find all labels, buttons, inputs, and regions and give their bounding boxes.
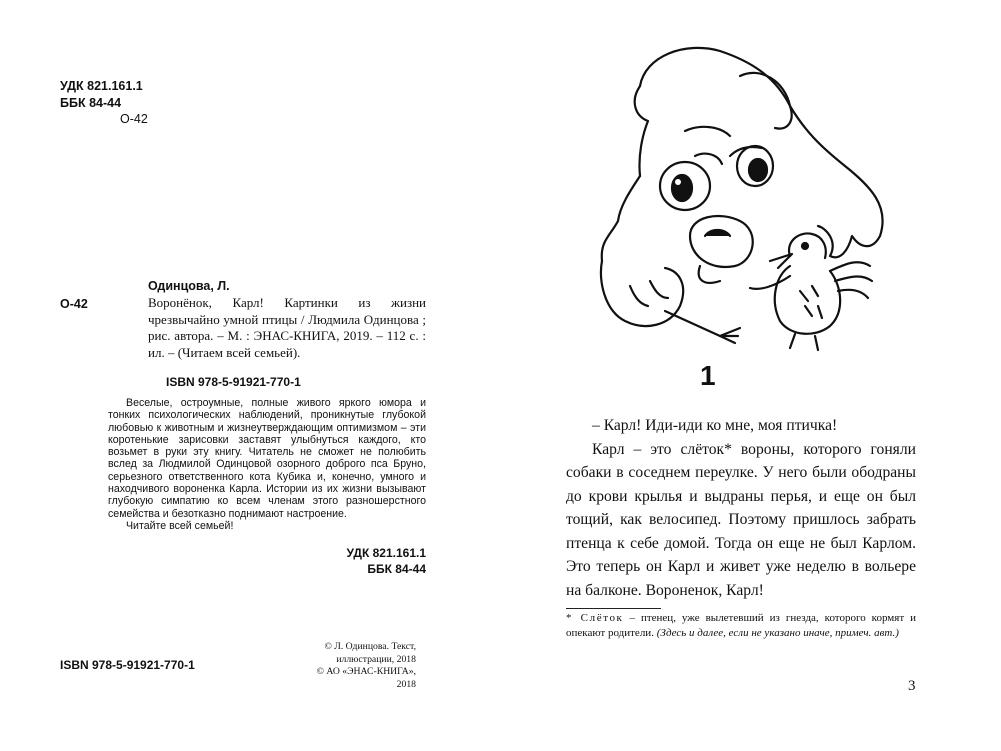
annotation	[108, 397, 426, 532]
annotation-text: Веселые, остроумные, полные живого яркого юмора и тонких психологических наблюдений, проникнутые глубокой любовью к животным и жизнеутверждающим оптимизмом – эти коротенькие зарисовки заставят улыбнуться каждого, кто возьмет в руки эту книгу. Читатель не сможет не полюбить вслед за Людмилой Одинцовой озорного доброго пса Бруно, серьезного ответственного кота Кубика и, конечно, умного и находчивого вороненка Карла. Истории из их жизни вызывают глубокую симпатию ко всем членам этого разношерстного семейства и безотказно поднимают настроение.	[108, 397, 426, 520]
copyright-block	[306, 641, 416, 691]
footnote-rule	[566, 608, 661, 609]
footnote	[566, 611, 916, 640]
copyright-line-2: иллюстрации, 2018	[336, 653, 416, 665]
paragraph-2: Карл – это слёток* вороны, которого гоняли собаки в соседнем переулке. У него были ободраны до крови крылья и выдраны перья, и еще он был тощий, как велосипед. Поэтому пришлось забрать птенца к себе домой. Тогда он еще не был Карлом. Это теперь он Карл и живет уже неделю в вольере на балконе. Вороненок, Карл!	[566, 440, 916, 599]
footnote-text: – птенец, уже вылетевший из гнезда, которого кормят и опекают родители.	[566, 612, 916, 639]
paragraph-1: – Карл! Иди-иди ко мне, моя птичка!	[592, 417, 838, 434]
copyright-line-1: © Л. Одинцова. Текст,	[324, 641, 416, 652]
dog-and-crow-illustration	[590, 36, 890, 366]
isbn-bottom: ISBN 978-5-91921-770-1	[60, 658, 195, 672]
author-name: Одинцова, Л.	[148, 279, 230, 293]
bbk-code: ББК 84-44	[60, 96, 122, 110]
author-mark-2: О-42	[60, 297, 88, 311]
page-number: 3	[908, 678, 916, 694]
udk-bbk-bottom	[300, 545, 426, 577]
bibliographic-description: Воронёнок, Карл! Картинки из жизни чрезвычайно умной птицы / Людмила Одинцова ; рис. автора. – М. : ЭНАС-КНИГА, 2019. – 112 с. : ил. – (Читаем всей семьей).	[148, 295, 426, 360]
copyright-line-3: © АО «ЭНАС-КНИГА», 2018	[316, 666, 416, 690]
footnote-italic: (Здесь и далее, если не указано иначе, примеч. авт.)	[656, 626, 899, 639]
author-mark: О-42	[120, 112, 148, 126]
annotation-end: Читайте всей семьей!	[126, 519, 234, 532]
udk-code: УДК 821.161.1	[60, 79, 143, 93]
bbk-bottom: ББК 84-44	[367, 562, 426, 576]
chapter-text	[566, 414, 916, 602]
udk-bottom: УДК 821.161.1	[346, 546, 426, 560]
isbn-middle: ISBN 978-5-91921-770-1	[166, 375, 301, 389]
footnote-mark: * Слёток	[566, 612, 624, 624]
chapter-number: 1	[700, 360, 716, 391]
